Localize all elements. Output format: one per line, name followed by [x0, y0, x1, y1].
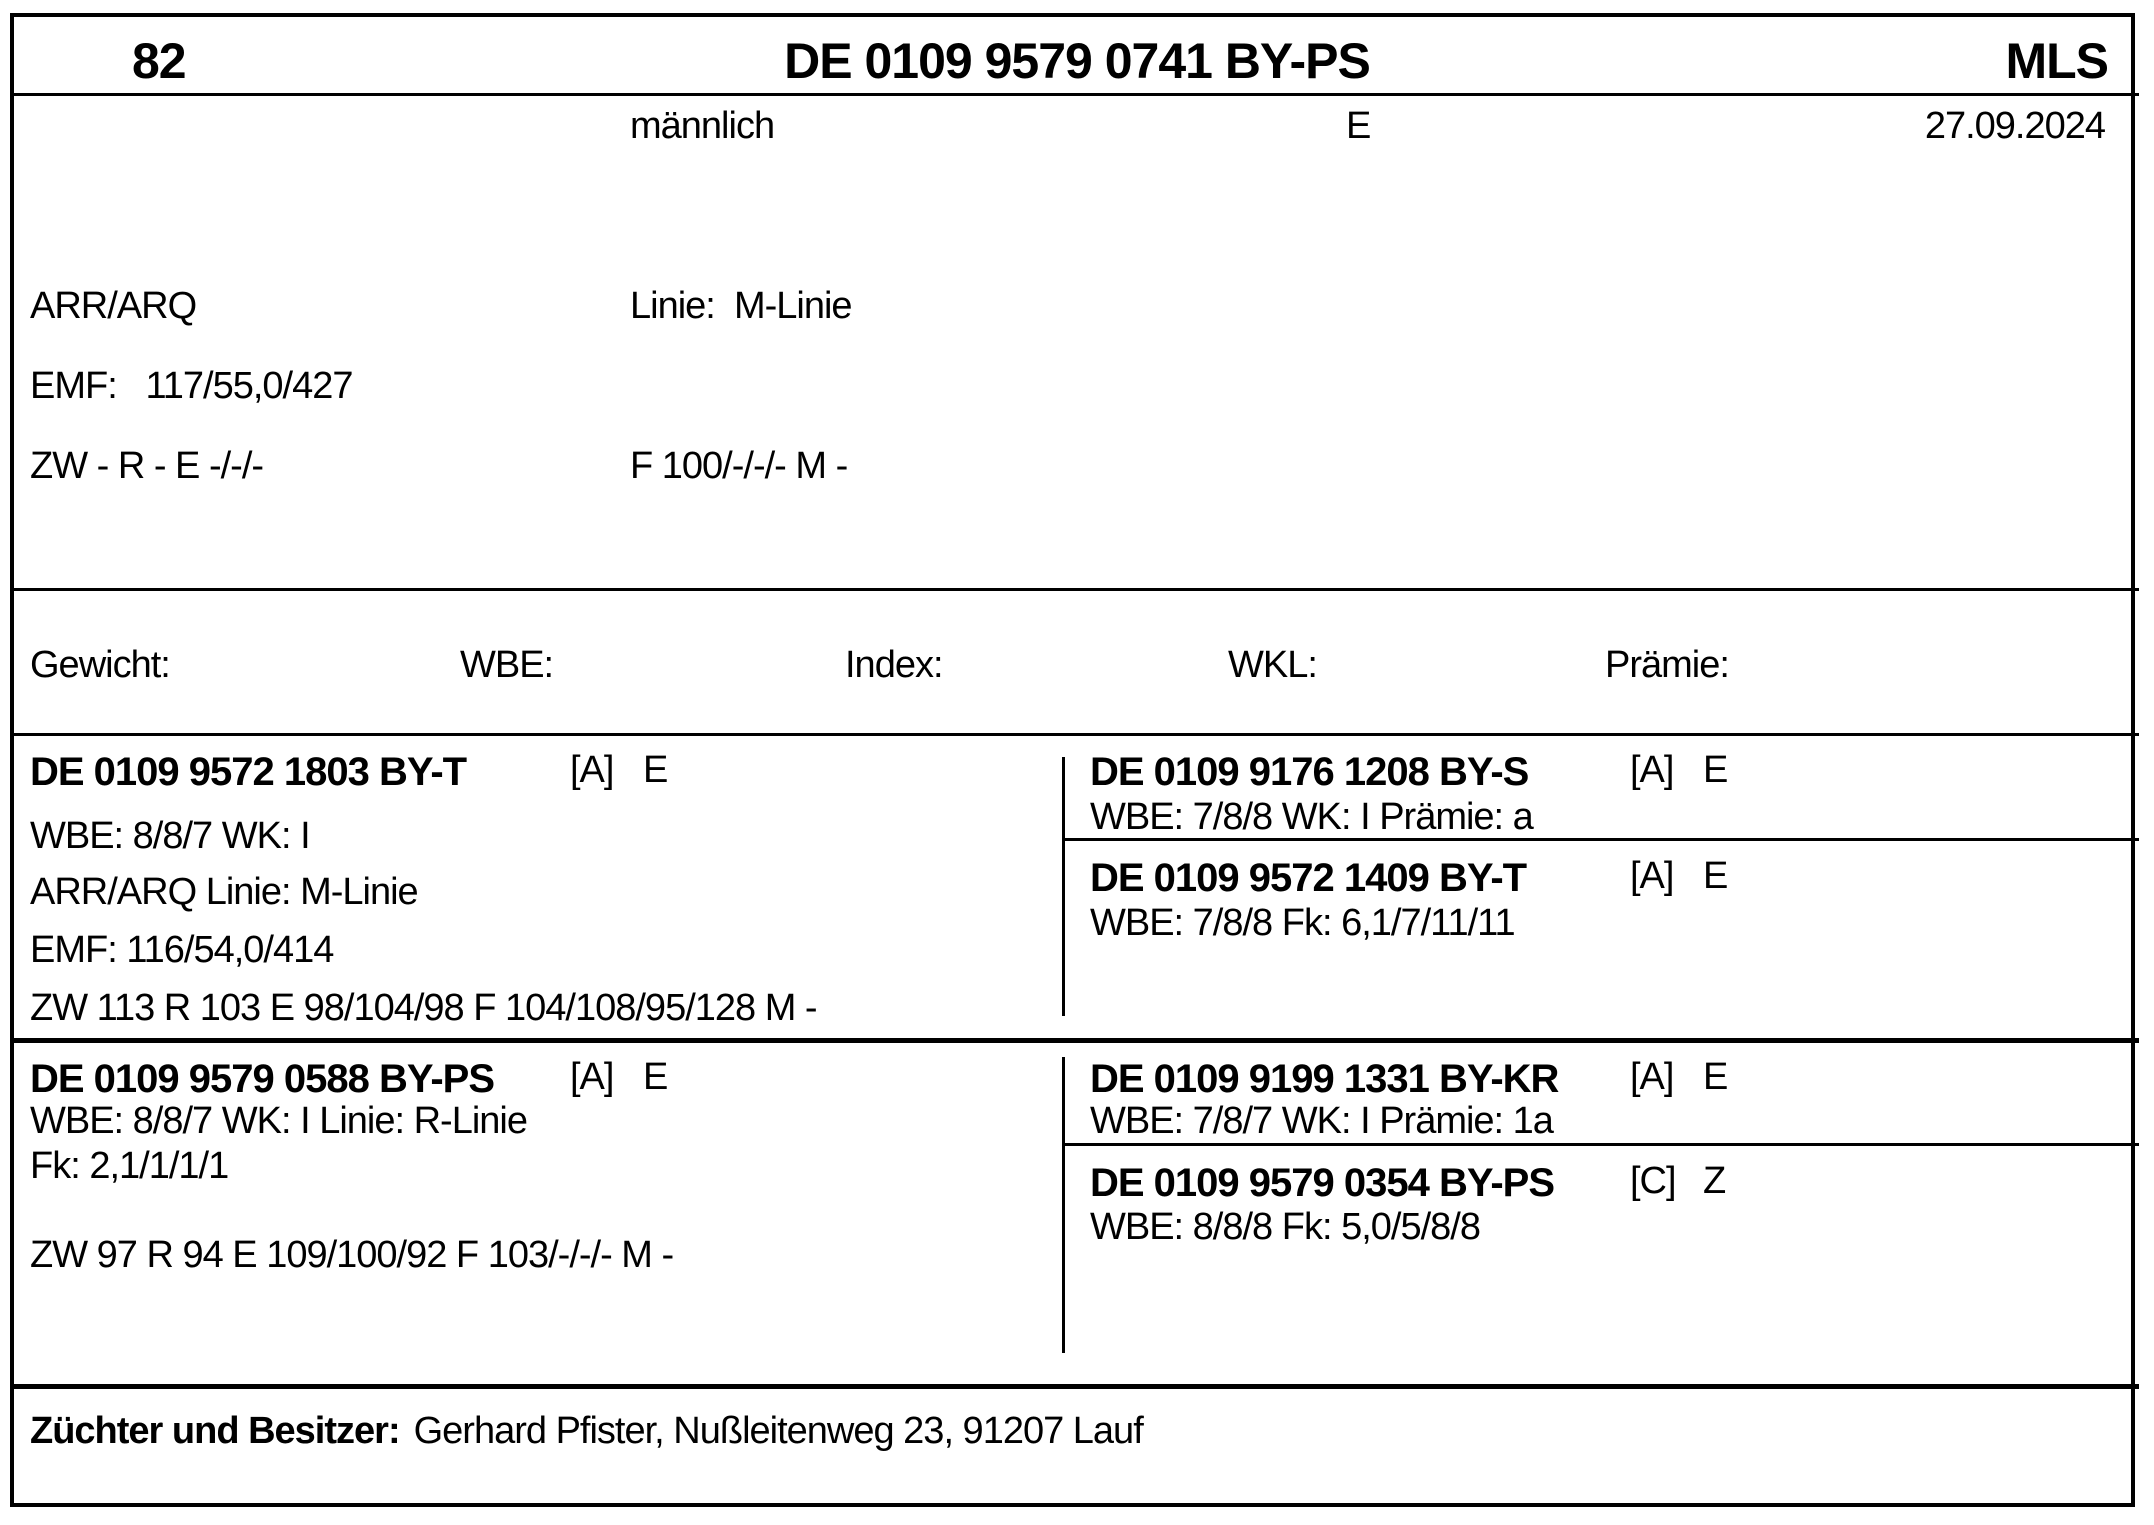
pedigree-top-divider [10, 733, 2139, 736]
dam-grade: E [643, 1056, 668, 1098]
dam-dam-wbe-line: WBE: 8/8/8 Fk: 5,0/5/8/8 [1090, 1206, 1480, 1248]
page-title-animal-id: DE 0109 9579 0741 BY-PS [784, 33, 1370, 89]
sex-value: männlich [630, 105, 775, 147]
sire-grade: E [643, 749, 668, 791]
dam-sire-id: DE 0109 9199 1331 BY-KR [1090, 1057, 1559, 1101]
sire-zw-line: ZW 113 R 103 E 98/104/98 F 104/108/95/128 M - [30, 987, 817, 1029]
dam-wbe-line: WBE: 8/8/7 WK: I Linie: R-Linie [30, 1100, 527, 1142]
sire-sire-bracket: [A] [1630, 749, 1674, 791]
pedigree-vertical-divider-top [1062, 757, 1065, 1016]
owner-divider [10, 1384, 2139, 1389]
dam-dam-id: DE 0109 9579 0354 BY-PS [1090, 1161, 1555, 1205]
sire-dam-wbe-line: WBE: 7/8/8 Fk: 6,1/7/11/11 [1090, 902, 1515, 944]
catalog-number: 82 [132, 33, 186, 89]
sire-sire-grade: E [1703, 749, 1728, 791]
sire-sire-wbe-line: WBE: 7/8/8 WK: I Prämie: a [1090, 796, 1533, 838]
sire-bracket: [A] [570, 749, 614, 791]
dam-ancestors-divider [1062, 1143, 2139, 1146]
dam-bracket: [A] [570, 1056, 614, 1098]
info-divider [10, 588, 2139, 591]
label-index: Index: [845, 644, 943, 686]
date-value: 27.09.2024 [1924, 105, 2105, 147]
sire-dam-grade: E [1703, 855, 1728, 897]
grade-value: E [1346, 105, 1371, 147]
owner-row [30, 1410, 1143, 1453]
org-code: MLS [2005, 33, 2108, 89]
pedigree-middle-divider [10, 1038, 2139, 1043]
emf-value: EMF: 117/55,0/427 [30, 365, 353, 407]
sire-dam-id: DE 0109 9572 1409 BY-T [1090, 856, 1527, 900]
dam-zw-line: ZW 97 R 94 E 109/100/92 F 103/-/-/- M - [30, 1234, 674, 1276]
genotype-value: ARR/ARQ [30, 285, 197, 327]
header-divider [10, 93, 2139, 96]
f-value: F 100/-/-/- M - [630, 445, 848, 487]
dam-id: DE 0109 9579 0588 BY-PS [30, 1057, 495, 1101]
label-wbe: WBE: [460, 644, 554, 686]
dam-fk-line: Fk: 2,1/1/1/1 [30, 1145, 229, 1187]
pedigree-vertical-divider-bottom [1062, 1057, 1065, 1353]
label-praemie: Prämie: [1605, 644, 1729, 686]
sire-id: DE 0109 9572 1803 BY-T [30, 750, 467, 794]
linie-value: Linie: M-Linie [630, 285, 852, 327]
sire-genotype-line: ARR/ARQ Linie: M-Linie [30, 871, 418, 913]
dam-sire-wbe-line: WBE: 7/8/7 WK: I Prämie: 1a [1090, 1100, 1553, 1142]
label-wkl: WKL: [1228, 644, 1317, 686]
sire-wbe-line: WBE: 8/8/7 WK: I [30, 815, 310, 857]
owner-value: Gerhard Pfister, Nußleitenweg 23, 91207 Lauf [413, 1410, 1143, 1452]
dam-dam-bracket: [C] [1630, 1160, 1676, 1202]
owner-label: Züchter und Besitzer: [30, 1410, 400, 1452]
dam-sire-bracket: [A] [1630, 1056, 1674, 1098]
sire-sire-id: DE 0109 9176 1208 BY-S [1090, 750, 1529, 794]
label-gewicht: Gewicht: [30, 644, 170, 686]
sire-emf-line: EMF: 116/54,0/414 [30, 929, 334, 971]
sire-dam-bracket: [A] [1630, 855, 1674, 897]
dam-dam-grade: Z [1703, 1160, 1726, 1202]
zw-value: ZW - R - E -/-/- [30, 445, 264, 487]
dam-sire-grade: E [1703, 1056, 1728, 1098]
sire-ancestors-divider [1062, 838, 2139, 841]
